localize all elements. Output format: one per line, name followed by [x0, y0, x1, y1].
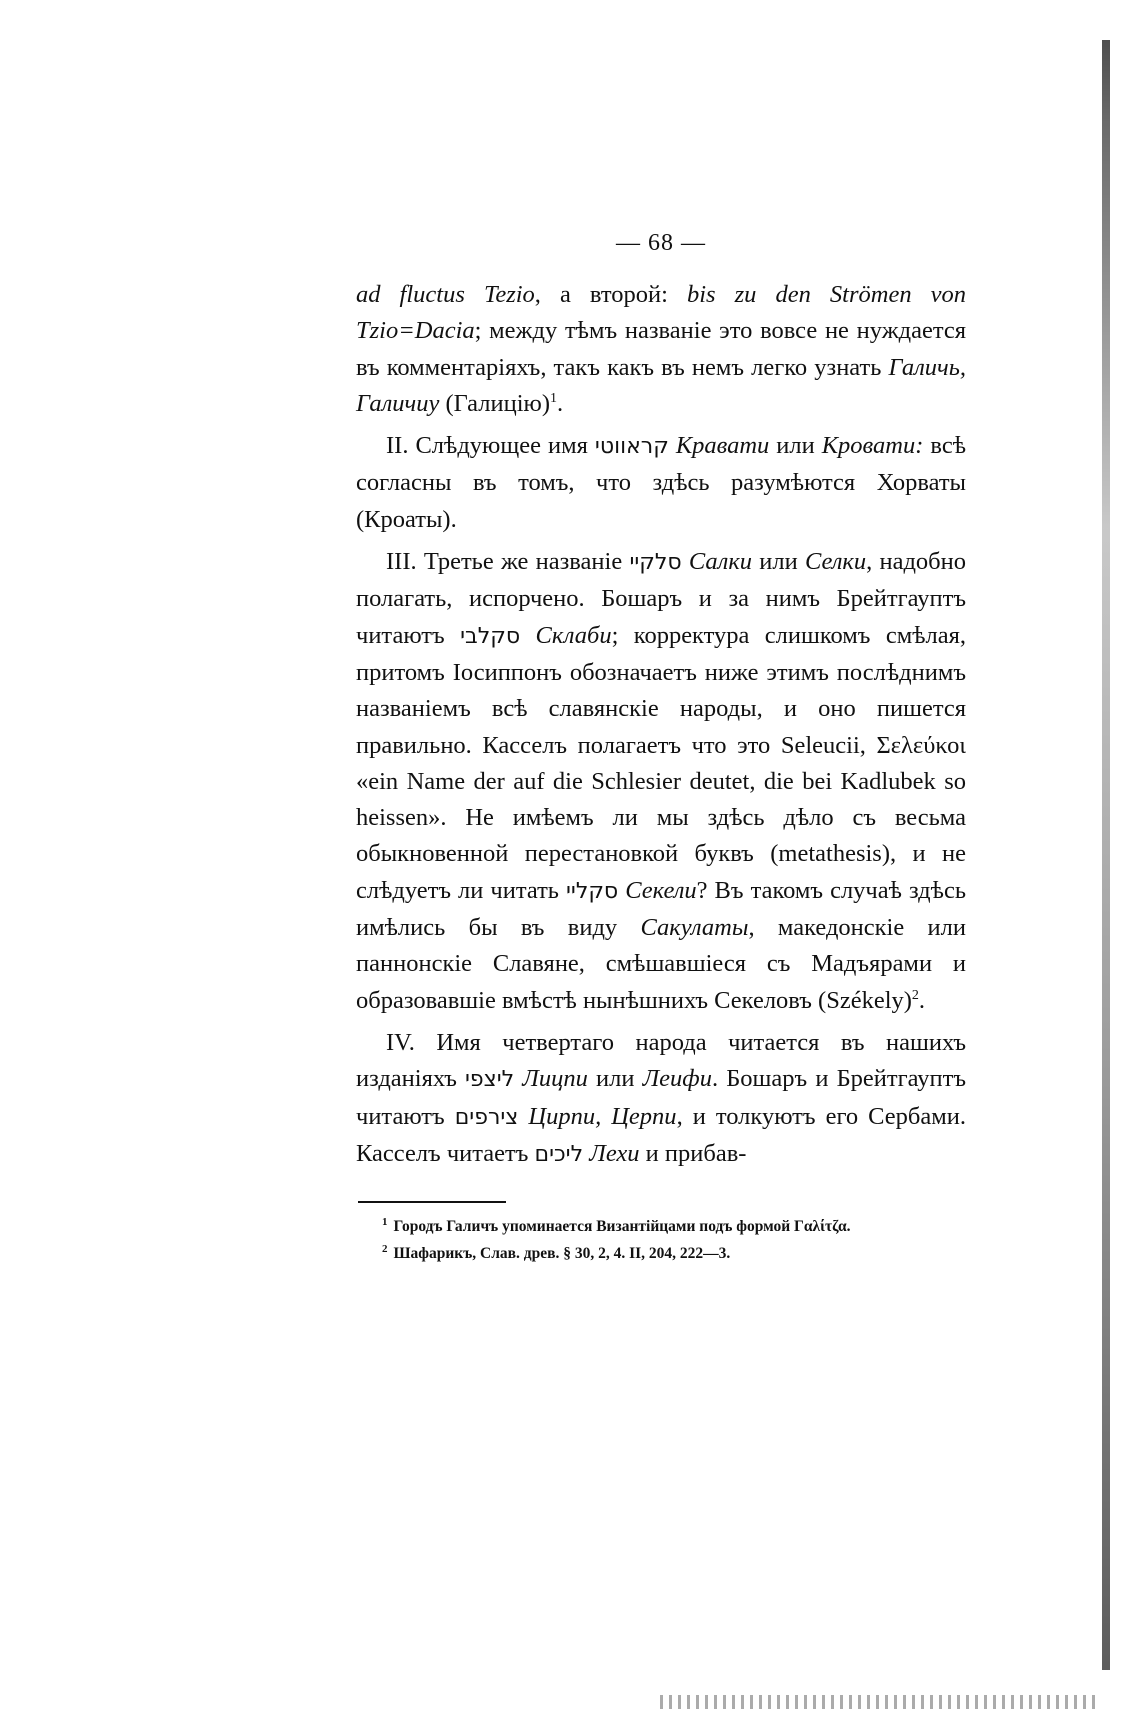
- text-segment: .: [918, 986, 926, 1014]
- text-segment: Лицпи: [522, 1065, 588, 1093]
- text-segment: Салки: [688, 548, 753, 576]
- text-segment: סלקיי: [629, 550, 682, 576]
- paragraph-2: [356, 428, 966, 538]
- footnote-mark: 1: [382, 1216, 388, 1229]
- text-segment: ; между тѣмъ названіе это вовсе не нуждается въ комментаріяхъ, такъ какъ въ немъ легко узнать: [356, 317, 966, 381]
- text-segment: Кровати:: [821, 432, 924, 460]
- paragraph-1: [356, 277, 966, 422]
- footnote-text: Шафарикъ, Слав. древ. § 30, 2, 4. II, 204, 222—3.: [393, 1245, 731, 1263]
- text-segment: סקלבי: [460, 623, 521, 649]
- text-segment: . Бошаръ и Брейтгауптъ читаютъ: [356, 1065, 967, 1130]
- text-segment: ? Въ такомъ случаѣ здѣсь имѣлись бы въ виду: [356, 876, 966, 942]
- text-segment: , а второй:: [534, 281, 687, 308]
- text-segment: Сакулаты: [640, 914, 749, 942]
- text-segment: или: [769, 432, 822, 460]
- text-segment: .: [556, 389, 564, 417]
- text-segment: Лехи: [589, 1139, 640, 1167]
- text-segment: IV. Имя четвертаго народа читается въ нашихъ изданіяхъ: [356, 1028, 966, 1093]
- paragraph-3: [356, 544, 966, 1019]
- body-text: [356, 277, 966, 1173]
- footnote-1: [356, 1211, 966, 1238]
- text-segment: bis zu den Strömen von Tzio=Dacia: [356, 281, 966, 345]
- text-segment: , и толкуютъ его Сербами. Касселъ читаетъ: [356, 1102, 967, 1167]
- text-segment: [682, 548, 689, 575]
- text-segment: ; корректура слишкомъ смѣлая, притомъ Іосиппонъ обозначаетъ ниже этимъ послѣднимъ названіемъ всѣ славянскіе народы, и оно пишется правильно. Касселъ полагаетъ что это Seleucii, Σελεύκοι «ein Name der auf die Schlesier deutet, die bei Kadlubek so heissen». Не имѣемъ ли мы здѣсь дѣло съ весьма обыкновенной перестановкой буквъ (metathesis), и не слѣдуетъ ли читать: [356, 621, 967, 904]
- text-segment: Секели: [625, 876, 697, 904]
- text-segment: ad fluctus Tezio: [356, 281, 535, 308]
- text-segment: Галичь, Галичиу: [356, 353, 966, 417]
- text-segment: Леифи: [642, 1065, 712, 1093]
- text-segment: ליצפי: [465, 1067, 515, 1093]
- text-segment: , надобно полагать, испорчено. Бошаръ и за нимъ Брейтгауптъ читаютъ: [356, 548, 966, 649]
- text-segment: Склаби: [535, 621, 612, 649]
- document-page: [356, 230, 966, 1265]
- footnote-text: Городъ Галичъ упоминается Византійцами подъ формой Γαλίτζα.: [393, 1218, 851, 1236]
- text-segment: III. Третье же названіе: [386, 548, 630, 576]
- text-segment: Цирпи, Церпи: [528, 1102, 677, 1130]
- text-segment: קראווטי: [594, 434, 669, 460]
- text-segment: или: [752, 548, 805, 576]
- text-segment: 1: [549, 390, 557, 406]
- text-segment: סקליי: [565, 878, 619, 904]
- text-segment: [518, 1103, 528, 1130]
- text-segment: ליכים: [534, 1141, 584, 1167]
- text-segment: (Галицію): [439, 389, 550, 417]
- text-segment: Кравати: [675, 432, 770, 460]
- scan-smudge: [660, 1695, 1100, 1709]
- text-segment: [669, 432, 676, 459]
- scan-page-edge: [1102, 40, 1110, 1670]
- text-segment: , македонскіе или паннонскіе Славяне, смѣшавшіеся съ Мадъярами и образовавшіе вмѣстѣ нынѣшнихъ Секеловъ (Székely): [356, 914, 966, 1014]
- text-segment: 2: [911, 987, 919, 1003]
- text-segment: [520, 622, 535, 649]
- text-segment: Селки: [804, 548, 867, 576]
- paragraph-4: [356, 1025, 966, 1173]
- footnote-mark: 2: [382, 1243, 388, 1256]
- page-number: — 68 —: [616, 230, 706, 256]
- footnote-rule: [358, 1201, 506, 1203]
- text-segment: II. Слѣдующее имя: [386, 432, 595, 460]
- text-segment: или: [587, 1065, 643, 1093]
- text-segment: צירפים: [454, 1104, 519, 1130]
- text-segment: всѣ согласны въ томъ, что здѣсь разумѣются Хорваты (Кроаты).: [356, 432, 966, 533]
- footnote-2: [356, 1238, 966, 1265]
- text-segment: и прибав-: [639, 1139, 747, 1167]
